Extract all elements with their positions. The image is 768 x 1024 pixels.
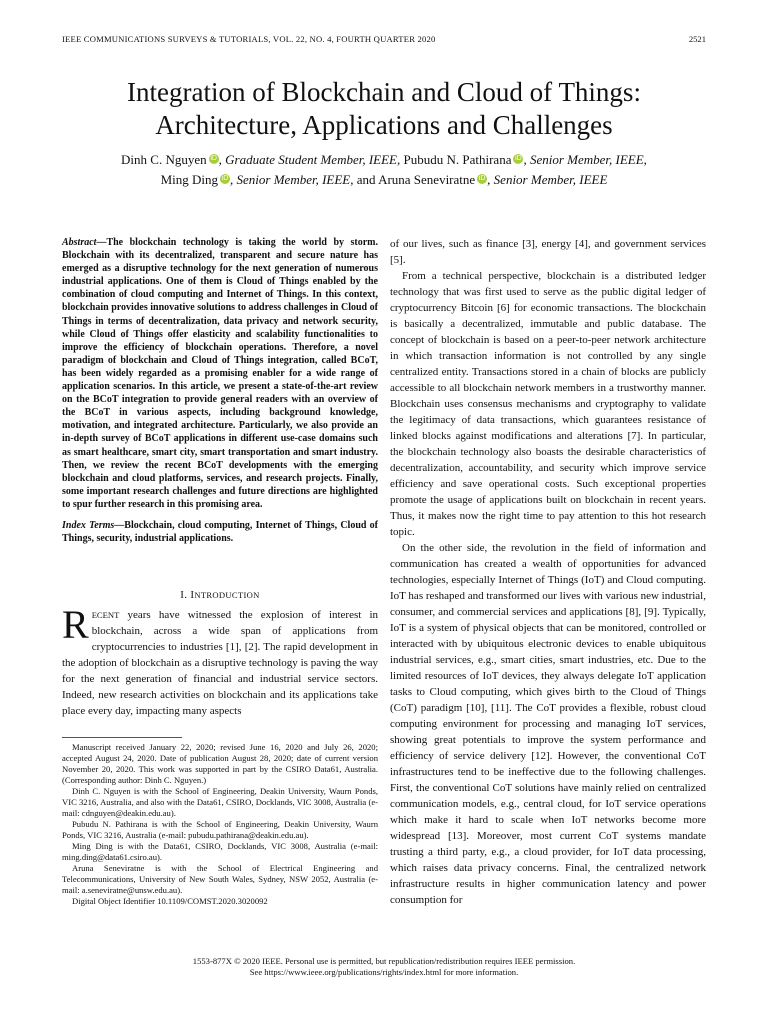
orcid-icon[interactable]: iD — [478, 175, 486, 182]
left-column — [62, 236, 378, 907]
author-role: , Senior Member, IEEE — [230, 172, 351, 187]
index-terms-label: Index Terms — [62, 519, 115, 531]
body-paragraph: On the other side, the revolution in the field of information and communication has created a wealth of opportunities for advanced technologies, especially Internet of Things (IoT) and Cloud computing. IoT has reshaped and transformed our lives with various new industrial, consumer, and commercial services and applications [8], [9]. Typically, IoT is a system of physical objects that can be monitored, controlled or interacted with by ubiquitous electronic devices to enable ubiquitous industrial services, e.g., smart cities, smart industries, etc. Due to the limited resources of IoT devices, they always delegate IoT application tasks to Cloud computing, which gives birth to the Cloud of Things (CoT) paradigm [10], [11]. The CoT provides a flexible, robust cloud computing environment for processing and managing IoT services, showing great potentials to improve the system performance and efficiency of service delivery [12]. However, the conventional CoT infrastructures tend to be ineffective due to the following challenges. First, the conventional CoT solutions have mainly relied on centralized communication models, e.g., central cloud, for IoT service operations which make it hard to scale when IoT networks become more widespread [13]. Moreover, most current CoT systems mandate trusting a third party, e.g., a cloud provider, for IoT data processing, which raises data privacy concerns. Final, the centralized network infrastructure results in higher communication latency and power consumption for — [390, 542, 706, 906]
right-column — [390, 236, 706, 908]
orcid-icon[interactable]: iD — [515, 155, 522, 162]
body-paragraph: From a technical perspective, blockchain is a distributed ledger technology that was first used to serve as the public digital ledger of cryptocurrency Bitcoin [6] for economic transactions. The blockchain is basically a decentralized, immutable and public database. The concept of blockchain is based on a peer-to-peer network architecture in which transaction information is not controlled by any single centralized entity. Transactions stored in a chain of blocks are publicly accessible to all blockchain network members in a trustworthy manner. Blockchain uses consensus mechanisms and cryptography to validate the legitimacy of data transactions, which guarantees resistance of linked blocks against modifications and alterations [7]. In particular, the blockchain technology also boasts the desirable characteristics of decentralization, accountability, and security which improve service efficiency and save operational costs. Such exceptional properties promote the usage of applications built on blockchain in recent years. Thus, it makes now the right time to pay attention to this hot research topic. — [390, 270, 706, 538]
author-role: , Senior Member, IEEE, — [523, 152, 647, 167]
footnotes — [62, 742, 378, 907]
doi[interactable]: Digital Object Identifier 10.1109/COMST.2020.3020092 — [72, 896, 268, 907]
title-line-2: Architecture, Applications and Challenges — [155, 110, 613, 140]
title-line-1: Integration of Blockchain and Cloud of Things: — [127, 77, 641, 107]
journal-header: IEEE COMMUNICATIONS SURVEYS & TUTORIALS, VOL. 22, NO. 4, FOURTH QUARTER 2020 — [62, 34, 436, 44]
author-role: , Senior Member, IEEE — [487, 172, 608, 187]
author-name: Ming Ding — [160, 172, 219, 187]
copyright-line: 1553-877X © 2020 IEEE. Personal use is permitted, but republication/redistribution requires IEEE permission. — [192, 956, 576, 966]
abstract-text: —The blockchain technology is taking the world by storm. Blockchain with its decentralized, transparent and secure nature has emerged as a disruptive technology for the next generation of numerous industrial applications. One of them is Cloud of Things enabled by the combination of cloud computing and Internet of Things. In this context, blockchain provides innovative solutions to address challenges in Cloud of Things in terms of decentralization, data privacy and network security, while Cloud of Things offer elasticity and scalability functionalities to improve the efficiency of blockchain operations. Therefore, a novel paradigm of blockchain and Cloud of Things integration, called BCoT, has been widely regarded as a promising enabler for a wide range of application scenarios. In this article, we present a state-of-the-art review on the BCoT integration to provide general readers with an overview of the BCoT in various aspects, including background knowledge, motivation, and integrated architecture. Particularly, we also provide an in-depth survey of BCoT applications in different use-case domains such as smart healthcare, smart city, smart transportation and smart industry. Then, we review the recent BCoT developments with the emerging blockchain and cloud platforms, services, and research projects. Finally, some important research challenges and future directions are highlighted to spur further research in this promising area. — [62, 237, 378, 510]
footnote: Pubudu N. Pathirana is with the School of Engineering, Deakin University, Waurn Ponds, VIC 3216, Australia (e-mail: pubudu.pathirana@deakin.edu.au). — [62, 819, 378, 841]
author-name: Dinh C. Nguyen — [121, 152, 207, 167]
author-list — [40, 150, 728, 190]
footnote: Ming Ding is with the Data61, CSIRO, Docklands, VIC 3008, Australia (e-mail: ming.ding@data61.csiro.au). — [62, 841, 378, 863]
index-terms — [62, 519, 378, 545]
orcid-icon[interactable]: iD — [221, 175, 229, 182]
body-paragraph: of our lives, such as finance [3], energy [4], and government services [5]. — [390, 238, 706, 266]
rights-link[interactable]: See https://www.ieee.org/publications/rights/index.html for more information. — [249, 967, 519, 977]
page-number: 2521 — [688, 34, 706, 44]
author-line-2: Ming Ding iD , Senior Member, IEEE, and Aruna Seneviratne iD , Senior Member, IEEE — [160, 172, 608, 187]
section-heading: I. INTRODUCTION — [180, 589, 260, 602]
intro-paragraph: RECENT years have witnessed the explosion of interest in blockchain, across a wide span of applications from cryptocurrencies to industries [1], [2]. The rapid development in the adoption of blockchain as a disruptive technology is paving the way for the next generation of financial and industrial service sectors. Indeed, new research activities on blockchain and its applications take place every day, impacting many aspects — [62, 602, 378, 718]
index-terms-text: —Blockchain, cloud computing, Internet of Things, Cloud of Things, security, industrial applications. — [62, 519, 378, 545]
author-role: , Graduate Student Member, IEEE — [218, 152, 397, 167]
orcid-icon[interactable]: iD — [210, 155, 217, 162]
footnote: Aruna Seneviratne is with the School of Electrical Engineering and Telecommunications, University of New South Wales, Sydney, NSW 2052, Australia (e-mail: a.seneviratne@unsw.edu.au). — [62, 863, 378, 896]
author-name: Pubudu N. Pathirana — [403, 152, 512, 167]
abstract-label: Abstract — [62, 237, 97, 248]
author-line-1: Dinh C. Nguyen iD , Graduate Student Member, IEEE, Pubudu N. Pathirana iD , Senior Member, IEEE, — [121, 152, 647, 167]
footnote: Dinh C. Nguyen is with the School of Engineering, Deakin University, Waurn Ponds, VIC 3216, Australia, and also with the Data61, CSIRO, Docklands, VIC 3008, Australia (e-mail: cdnguyen@deakin.edu.au). — [62, 786, 378, 819]
paper-title — [40, 76, 728, 142]
footnote-rule — [62, 737, 182, 738]
abstract — [62, 236, 378, 511]
author-name: Aruna Seneviratne — [378, 172, 476, 187]
copyright-footer — [40, 956, 728, 978]
drop-cap: R — [62, 602, 89, 648]
footnote: Manuscript received January 22, 2020; revised June 16, 2020 and July 26, 2020; accepted August 24, 2020. Date of publication August 28, 2020; date of current version November 20, 2020. This work was supported in part by the CSIRO Data61, Australia. (Corresponding author: Dinh C. Nguyen.) — [62, 742, 378, 786]
